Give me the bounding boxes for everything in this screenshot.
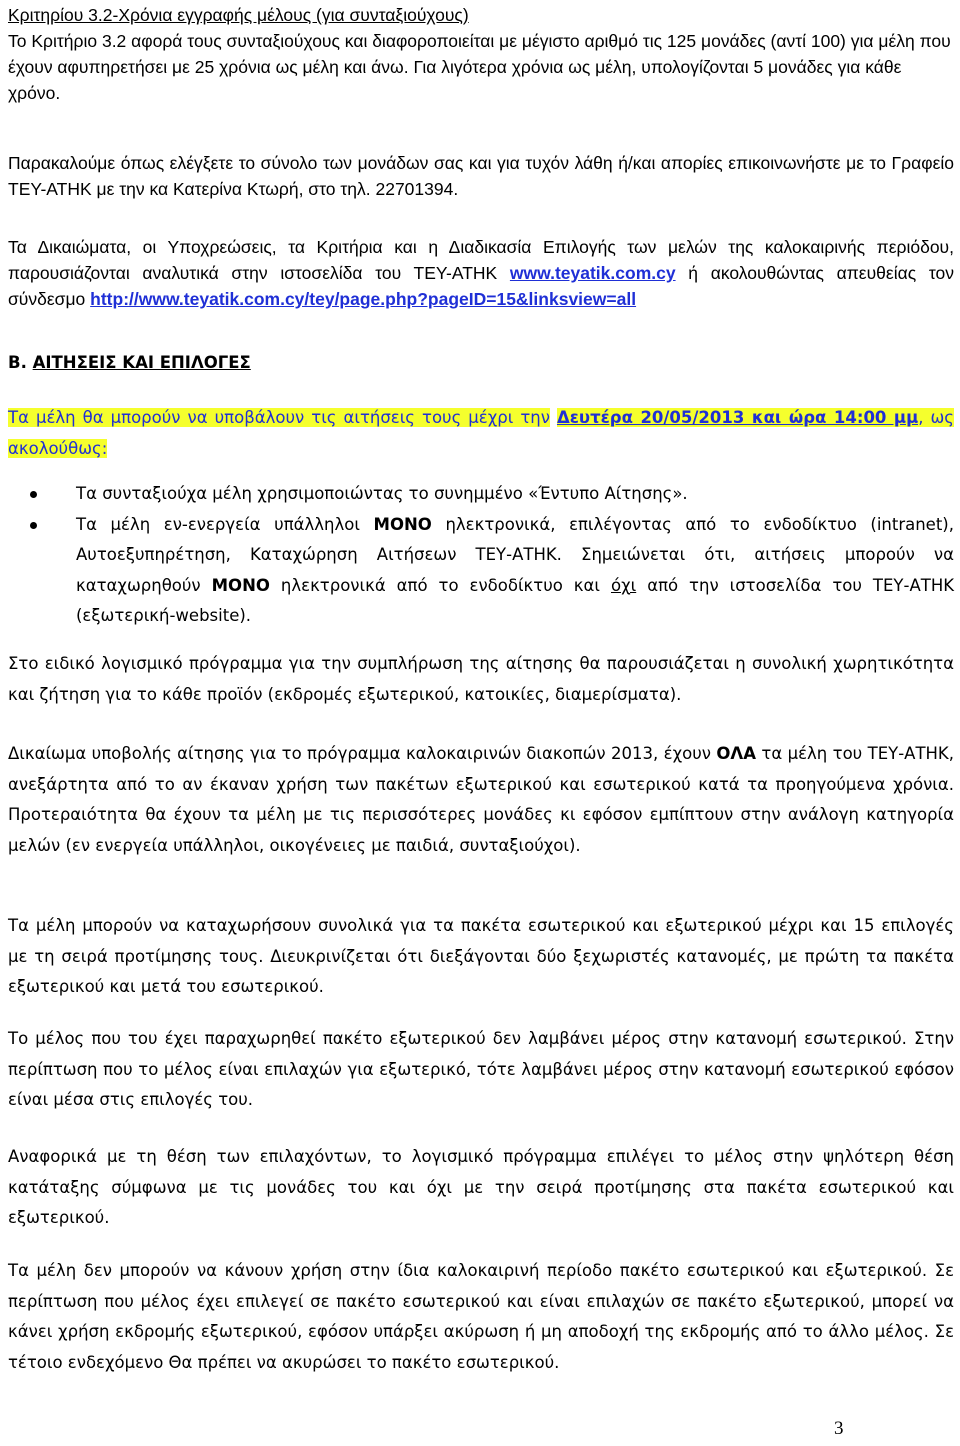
page-number: 3 [834, 1418, 844, 1439]
section-b-heading: Β. ΑΙΤΗΣΕΙΣ ΚΑΙ ΕΠΙΛΟΓΕΣ [8, 353, 251, 372]
deadline-date: Δευτέρα 20/05/2013 και ώρα 14:00 μμ [556, 408, 919, 427]
eligibility-paragraph: Δικαίωμα υποβολής αίτησης για το πρόγραμμα καλοκαιρινών διακοπών 2013, έχουν ΟΛΑ τα μέλη του ΤΕΥ-ΑΤΗΚ, ανεξάρτητα από το αν έκαναν χρήση των πακέτων εξωτερικού και εσωτερικού κατά τα προηγούμενα χρόνια. Προτεραιότητα θα έχουν τα μέλη με τις περισσότερες μονάδες κι εφόσον εμπίπτουν στην ανάλογη κατηγορία μελών (εν ενεργεία υπάλληλοι, οικογένειες με παιδιά, συνταξιούχοι). [8, 744, 954, 855]
software-paragraph: Στο ειδικό λογισμικό πρόγραμμα για την συμπλήρωση της αίτησης θα παρουσιάζεται η συνολική χωρητικότητα και ζήτηση για το κάθε προϊόν (εκδρομές εξωτερικού, κατοικίες, διαμερίσματα). [8, 654, 954, 704]
deadline-paragraph: Τα μέλη θα μπορούν να υποβάλουν τις αιτήσεις τους μέχρι την Δευτέρα 20/05/2013 και ώρα 14:00 μμ, ως ακολούθως: [8, 408, 954, 458]
choices-paragraph: Τα μέλη μπορούν να καταχωρήσουν συνολικά για τα πακέτα εσωτερικού και εξωτερικού μέχρι και 15 επιλογές με τη σειρά προτίμησης τους. Διευκρινίζεται ότι διεξάγονται δύο ξεχωριστές κατανομές, με πρώτη τα πακέτα εξωτερικού και μετά του εσωτερικού. [8, 916, 954, 996]
runners-up-paragraph: Αναφορικά με τη θέση των επιλαχόντων, το λογισμικό πρόγραμμα επιλέγει το μέλος στην ψηλότερη θέση κατάταξης σύμφωνα με τις μονάδες του και όχι με την σειρά προτίμησης στα πακέτα εσωτερικού και εξωτερικού. [8, 1147, 954, 1227]
list-item: Τα μέλη εν-ενεργεία υπάλληλοι ΜΟΝΟ ηλεκτρονικά, επιλέγοντας από το ενδοδίκτυο (intranet), Αυτοεξυπηρέτηση, Καταχώρηση Αιτήσεων ΤΕΥ-ΑΤΗΚ. Σημειώνεται ότι, αιτήσεις μπορούν να καταχωρηθούν ΜΟΝΟ ηλεκτρονικά από το ενδοδίκτυο και όχι από την ιστοσελίδα του ΤΕΥ-ΑΤΗΚ (εξωτερική-website). [8, 510, 954, 632]
list-item: Τα συνταξιούχα μέλη χρησιμοποιώντας το συνημμένο «Έντυπο Αίτησης». [8, 479, 954, 510]
rights-paragraph: Τα Δικαιώματα, οι Υποχρεώσεις, τα Κριτήρια και η Διαδικασία Επιλογής των μελών της καλοκαιρινής περιόδου, παρουσιάζονται αναλυτικά στην ιστοσελίδα του ΤΕΥ-ΑΤΗΚ www.teyatik.com.cy ή ακολουθώντας απευθείας τον σύνδεσμο http://www.teyatik.com.cy/tey/page.php?pageID=15&linksview=all [8, 237, 954, 309]
criterion-title: Κριτηρίου 3.2-Χρόνια εγγραφής μέλους (για συνταξιούχους) [8, 5, 469, 25]
previous-allocation-paragraph: Το μέλος που του έχει παραχωρηθεί πακέτο εξωτερικού δεν λαμβάνει μέρος στην κατανομή εσωτερικού. Στην περίπτωση που το μέλος είναι επιλαχών για εξωτερικό, τότε λαμβάνει μέρος στην κατανομή εσωτερικού εφόσον είναι μέσα στις επιλογές του. [8, 1029, 954, 1109]
same-period-paragraph: Τα μέλη δεν μπορούν να κάνουν χρήση στην ίδια καλοκαιρινή περίοδο πακέτο εσωτερικού και εξωτερικού. Σε περίπτωση που μέλος έχει επιλεγεί σε πακέτο εσωτερικού και είναι επιλαχών σε πακέτο εξωτερικού, μπορεί να κάνει χρήση εκδρομής εξωτερικού, εφόσον υπάρξει ακύρωση ή μη αποδοχή της εκδρομής από το άλλο μέλος. Σε τέτοιο ενδεχόμενο Θα πρέπει να ακυρώσει το πακέτο εσωτερικού. [8, 1261, 954, 1372]
website-link[interactable]: www.teyatik.com.cy [509, 263, 676, 283]
contact-paragraph: Παρακαλούμε όπως ελέγξετε το σύνολο των μονάδων σας και για τυχόν λάθη ή/και απορίες επικοινωνήστε με το Γραφείο ΤΕΥ-ΑΤΗΚ με την κα Κατερίνα Κτωρή, στο τηλ. 22701394. [8, 153, 954, 199]
criterion-body: Το Κριτήριο 3.2 αφορά τους συνταξιούχους και διαφοροποιείται με μέγιστο αριθμό τις 125 μονάδες (αντί 100) για μέλη που έχουν αφυπηρετήσει με 25 χρόνια ως μέλη και άνω. Για λιγότερα χρόνια ως μέλη, υπολογίζονται 5 μονάδες για κάθε χρόνο. [8, 31, 951, 103]
bullet-icon [30, 491, 37, 498]
submission-methods-list [8, 479, 954, 632]
rights-page-link[interactable]: http://www.teyatik.com.cy/tey/page.php?pageID=15&linksview=all [90, 289, 637, 309]
bullet-icon [30, 522, 37, 529]
